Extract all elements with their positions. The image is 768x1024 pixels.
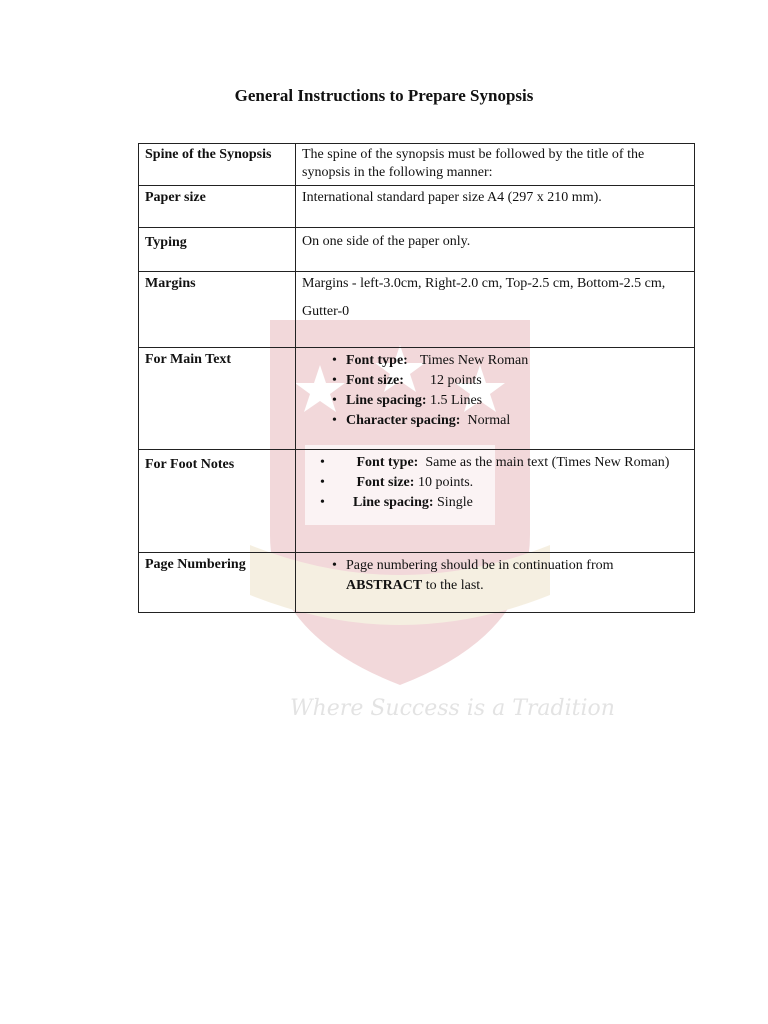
svg-text:Where Success is a Tradition: Where Success is a Tradition xyxy=(290,696,615,721)
row-value: On one side of the paper only. xyxy=(296,228,695,272)
row-label: For Main Text xyxy=(139,348,296,450)
bullet-list xyxy=(302,453,688,513)
item-value: Single xyxy=(437,495,473,510)
row-label: Paper size xyxy=(139,186,296,228)
table-row xyxy=(139,348,695,450)
row-label: Typing xyxy=(139,228,296,272)
item-text: Page numbering should be in continuation from xyxy=(346,558,614,573)
item-value: Times New Roman xyxy=(419,353,529,368)
item-value: 1.5 Lines xyxy=(430,393,483,408)
list-item xyxy=(346,351,688,371)
item-value: 12 points xyxy=(429,373,482,388)
row-value: International standard paper size A4 (297 x 210 mm). xyxy=(296,186,695,228)
table-row xyxy=(139,144,695,186)
row-label: Page Numbering xyxy=(139,553,296,613)
list-item xyxy=(346,391,688,411)
row-value xyxy=(296,450,695,553)
instructions-table xyxy=(138,143,695,613)
item-key: Font type: xyxy=(346,353,408,368)
item-key: Font size: xyxy=(346,373,404,388)
table-row xyxy=(139,272,695,348)
list-item xyxy=(346,453,688,473)
row-value: The spine of the synopsis must be followed by the title of the synopsis in the following manner: xyxy=(296,144,695,186)
bullet-list xyxy=(302,556,688,596)
table-row xyxy=(139,553,695,613)
row-value xyxy=(296,348,695,450)
list-item xyxy=(346,556,688,596)
row-value xyxy=(296,553,695,613)
item-value: Same as the main text (Times New Roman) xyxy=(425,455,670,470)
bullet-list xyxy=(302,351,688,431)
row-value xyxy=(296,272,695,348)
row-label: Spine of the Synopsis xyxy=(139,144,296,186)
item-value: 10 points. xyxy=(417,475,474,490)
list-item xyxy=(346,371,688,391)
item-key: Font size: xyxy=(356,475,415,490)
table-row xyxy=(139,186,695,228)
list-item xyxy=(346,473,688,493)
table-row xyxy=(139,450,695,553)
list-item xyxy=(346,493,688,513)
page-title: General Instructions to Prepare Synopsis xyxy=(234,86,534,105)
item-value: Normal xyxy=(467,413,511,428)
item-key: Line spacing: xyxy=(346,393,427,408)
item-text: to the last. xyxy=(422,578,484,593)
list-item xyxy=(346,411,688,431)
item-key: Character spacing: xyxy=(346,413,461,428)
row-label: For Foot Notes xyxy=(139,450,296,553)
row-label: Margins xyxy=(139,272,296,348)
item-bold-text: ABSTRACT xyxy=(346,578,423,593)
item-key: Line spacing: xyxy=(353,495,434,510)
item-key: Font type: xyxy=(356,455,419,470)
table-row xyxy=(139,228,695,272)
margins-text: Margins - left-3.0cm, Right-2.0 cm, Top-2.5 cm, Bottom-2.5 cm, Gutter-0 xyxy=(302,276,666,319)
